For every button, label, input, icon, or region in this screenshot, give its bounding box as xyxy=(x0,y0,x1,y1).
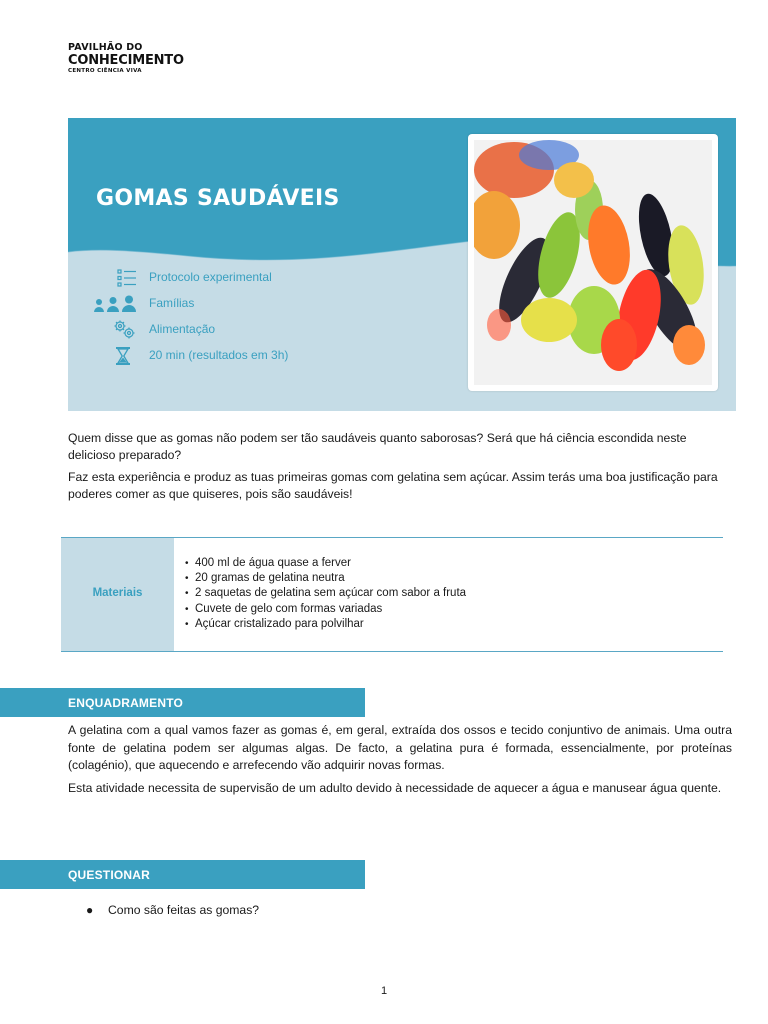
materials-label: Materiais xyxy=(92,587,143,599)
enquadramento-text xyxy=(68,722,732,802)
meta-audience xyxy=(68,294,328,314)
list-icon xyxy=(68,268,138,288)
meta-label: Famílias xyxy=(149,296,195,310)
family-icon xyxy=(68,294,138,314)
logo-line-1: PAVILHÃO DO xyxy=(68,42,143,53)
meta-theme xyxy=(68,320,328,340)
page-title: GOMAS SAUDÁVEIS xyxy=(96,186,340,211)
materials-item: • 20 gramas de gelatina neutra xyxy=(185,571,466,586)
gummy-bears-image xyxy=(474,140,712,385)
page-number: 1 xyxy=(380,985,388,997)
meta-protocol xyxy=(68,268,328,288)
intro-paragraph-2: Faz esta experiência e produz as tuas primeiras gomas com gelatina sem açúcar. Assim terás uma boa justificação para poderes comer as que quiseres, pois são saudáveis! xyxy=(68,470,718,501)
intro-text xyxy=(68,430,732,508)
materials-item: • Açúcar cristalizado para polvilhar xyxy=(185,617,466,632)
section-title: ENQUADRAMENTO xyxy=(68,696,184,710)
materials-item: • 2 saquetas de gelatina sem açúcar com sabor a fruta xyxy=(185,586,466,601)
materials-item: • Cuvete de gelo com formas variadas xyxy=(185,602,466,617)
gummy-bears-photo xyxy=(474,140,712,385)
photo-frame xyxy=(468,134,718,391)
question-text: Como são feitas as gomas? xyxy=(108,903,260,917)
meta-label: Alimentação xyxy=(149,322,216,336)
intro-paragraph-1: Quem disse que as gomas não podem ser tão saudáveis quanto saborosas? Será que há ciência escondida neste delicioso preparado? xyxy=(68,431,687,462)
meta-label: Protocolo experimental xyxy=(149,270,272,284)
materials-label-cell xyxy=(61,538,174,651)
bullet: ● xyxy=(86,903,94,917)
logo xyxy=(68,43,184,74)
enquadramento-paragraph-1: A gelatina com a qual vamos fazer as gomas é, em geral, extraída dos ossos e tecido conjuntivo de animais. Uma outra fonte de gelatina podem ser algumas algas. De facto, a gelatina pura é formada, essencialmente, por proteínas (colagénio), que aquecendo e arrefecendo vão adquirir novas formas. xyxy=(68,723,732,772)
meta-label: 20 min (resultados em 3h) xyxy=(149,348,289,362)
materials-list xyxy=(185,556,466,632)
materials-table xyxy=(61,537,723,652)
materials-item: • 400 ml de água quase a ferver xyxy=(185,556,466,571)
logo-line-3: CENTRO CIÊNCIA VIVA xyxy=(68,67,142,74)
hourglass-icon xyxy=(68,346,138,366)
section-title: QUESTIONAR xyxy=(68,868,151,882)
gears-icon xyxy=(68,320,138,340)
enquadramento-paragraph-2: Esta atividade necessita de supervisão de um adulto devido à necessidade de aquecer a água e manusear água quente. xyxy=(68,780,722,795)
section-header-questionar xyxy=(0,860,365,889)
logo-line-2: CONHECIMENTO xyxy=(68,52,184,68)
section-header-enquadramento xyxy=(0,688,365,717)
hero-banner xyxy=(68,118,736,411)
meta-duration xyxy=(68,346,328,366)
